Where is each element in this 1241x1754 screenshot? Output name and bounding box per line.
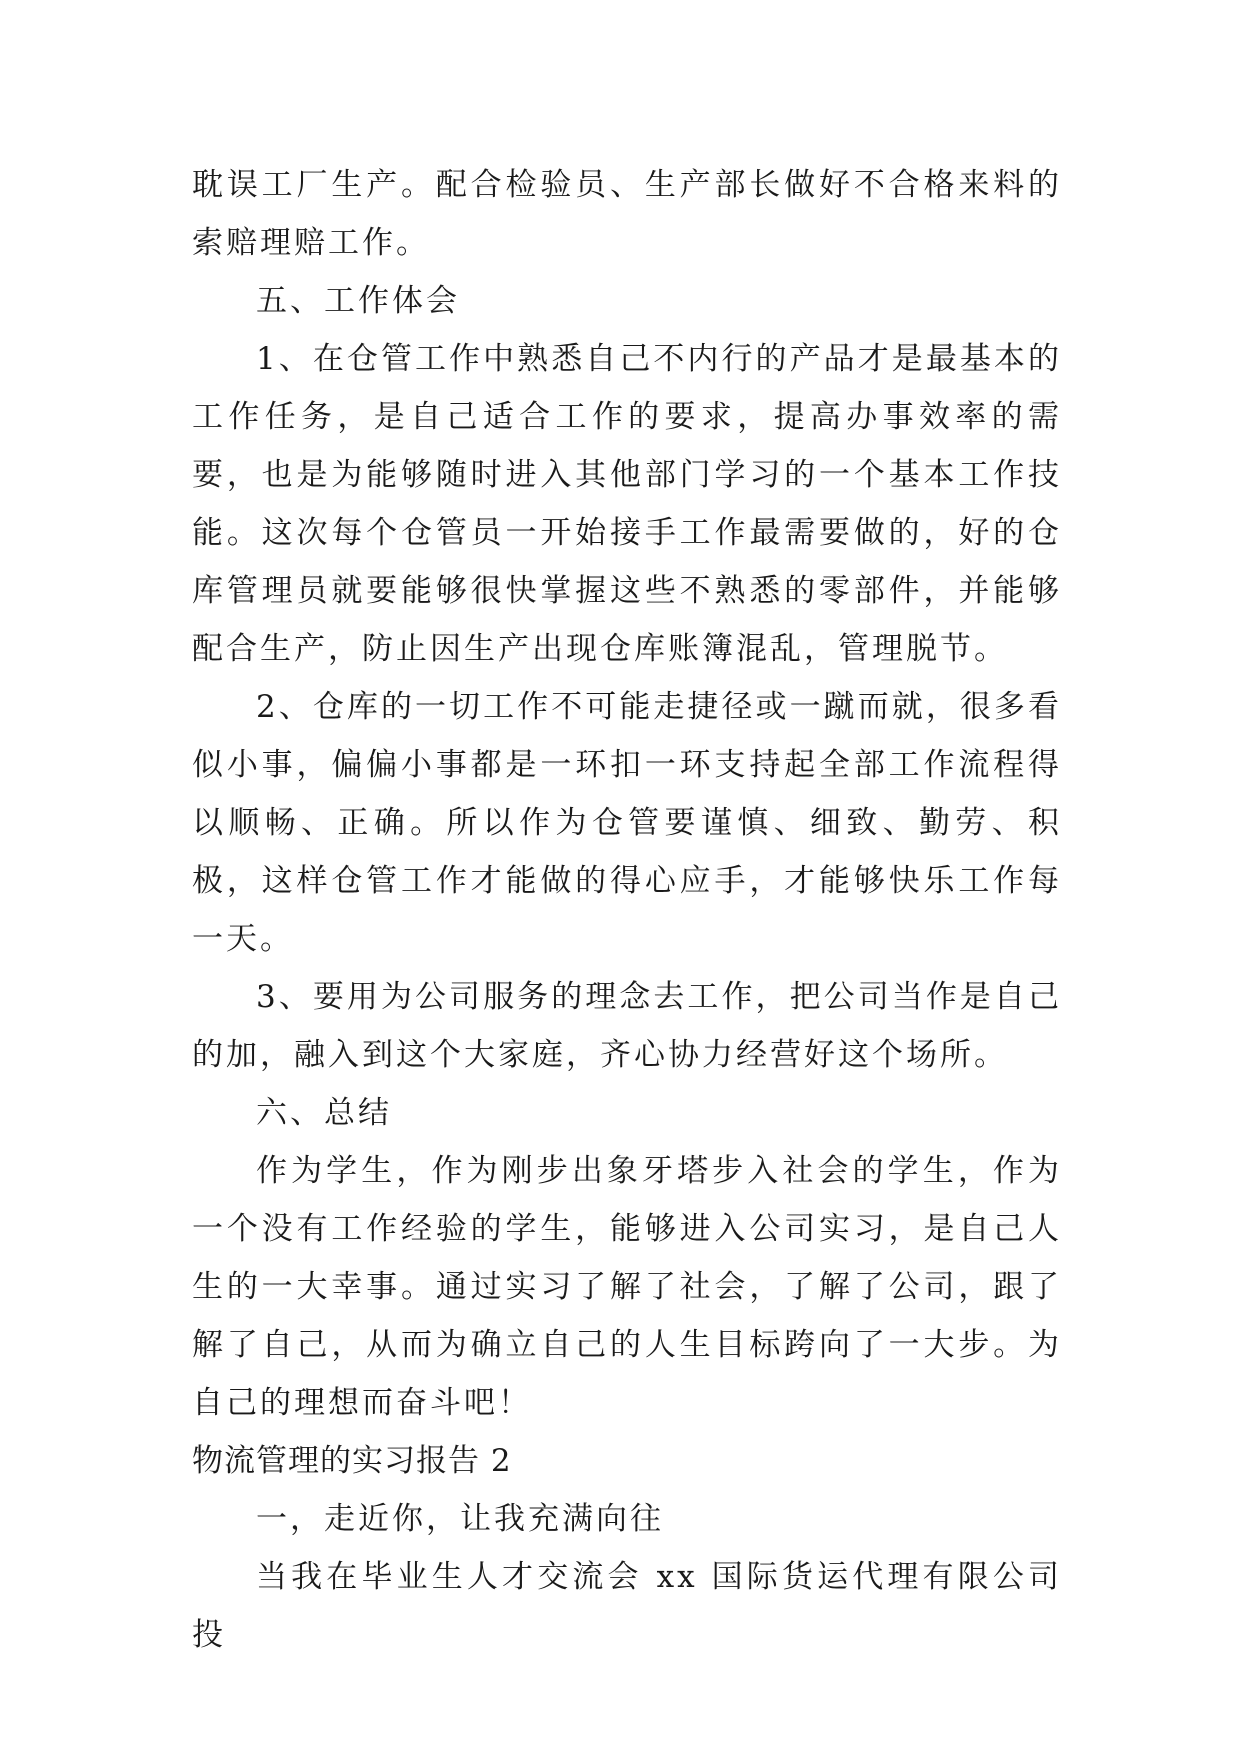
section-heading-work-experience: 五、工作体会 [256,283,460,319]
section-heading-approach: 一，走近你，让我充满向往 [256,1501,664,1537]
document-body [192,156,1062,1664]
paragraph-summary: 作为学生，作为刚步出象牙塔步入社会的学生，作为一个没有工作经验的学生，能够进入公司实习，是自己人生的一大幸事。通过实习了解了社会，了解了公司，跟了解了自己，从而为确立自己的人生目标跨向了一大步。为自己的理想而奋斗吧！ [192,1153,1062,1421]
paragraph-continuation: 耽误工厂生产。配合检验员、生产部长做好不合格来料的索赔理赔工作。 [192,167,1062,261]
paragraph-point-3: 3、要用为公司服务的理念去工作，把公司当作是自己的加，融入到这个大家庭，齐心协力经营好这个场所。 [192,979,1062,1073]
report-title: 物流管理的实习报告 2 [192,1443,512,1479]
paragraph-intro: 当我在毕业生人才交流会 xx 国际货运代理有限公司投 [192,1559,1062,1653]
section-heading-summary: 六、总结 [256,1095,392,1131]
paragraph-point-2: 2、仓库的一切工作不可能走捷径或一蹴而就，很多看似小事，偏偏小事都是一环扣一环支持起全部工作流程得以顺畅、正确。所以作为仓管要谨慎、细致、勤劳、积极，这样仓管工作才能做的得心应手，才能够快乐工作每一天。 [192,689,1062,957]
paragraph-point-1: 1、在仓管工作中熟悉自己不内行的产品才是最基本的工作任务，是自己适合工作的要求，提高办事效率的需要，也是为能够随时进入其他部门学习的一个基本工作技能。这次每个仓管员一开始接手工作最需要做的，好的仓库管理员就要能够很快掌握这些不熟悉的零部件，并能够配合生产，防止因生产出现仓库账簿混乱，管理脱节。 [192,341,1062,667]
